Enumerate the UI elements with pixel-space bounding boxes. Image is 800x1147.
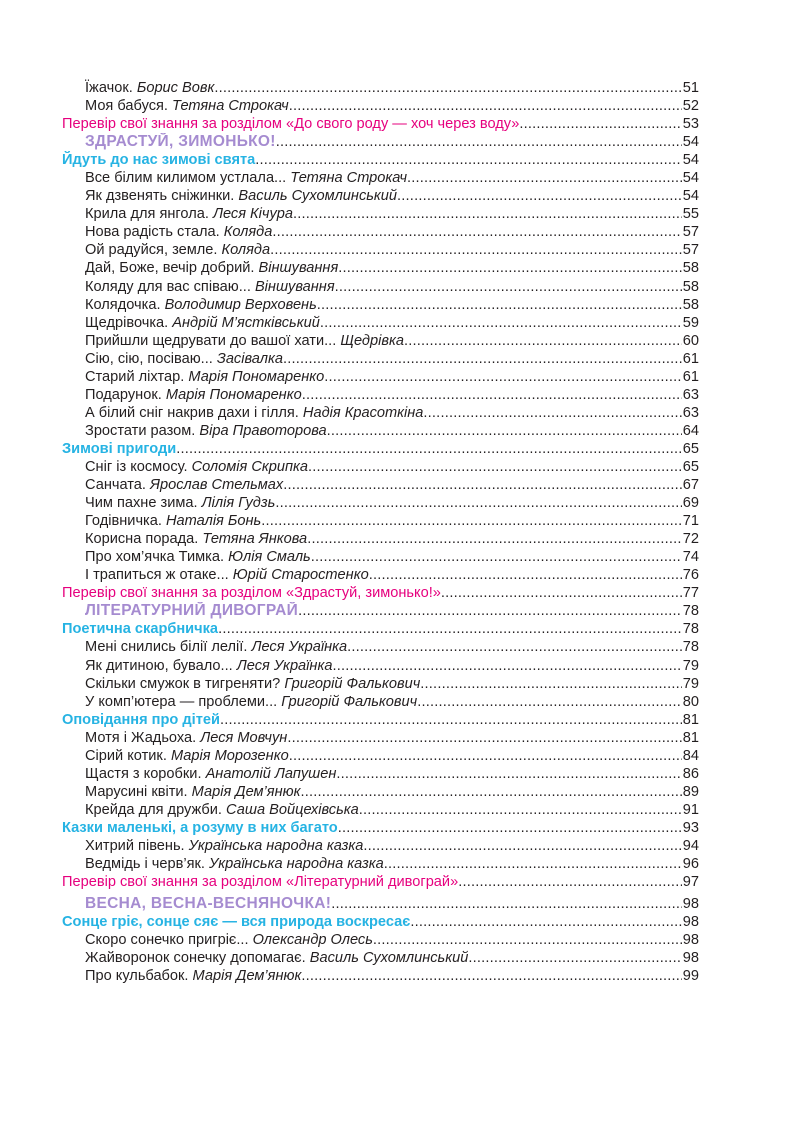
dot-leader (218, 620, 682, 638)
entry-author: Юлія Смаль (228, 549, 311, 566)
toc-entry-text (85, 404, 423, 422)
entry-title: Поетична скарбничка (62, 621, 219, 638)
page-number: 86 (682, 765, 699, 782)
toc-entry-text (85, 747, 289, 765)
toc-entry-text (85, 765, 336, 783)
entry-author: Марія Дем’янюк (191, 783, 301, 800)
toc-entry-item (62, 79, 699, 97)
dot-leader (519, 115, 681, 133)
page-number: 65 (682, 458, 699, 475)
toc-entry-item (62, 476, 699, 494)
dot-leader (308, 458, 682, 476)
page-number: 91 (682, 801, 699, 818)
page-number: 78 (682, 639, 699, 656)
toc-entry-item (62, 855, 699, 873)
entry-author: Леся Мовчун (200, 729, 288, 746)
page-number: 78 (682, 621, 699, 638)
entry-author: Тетяна Строкач (172, 98, 289, 115)
dot-leader (214, 79, 681, 97)
toc-entry-item (62, 241, 699, 259)
entry-author: Щедрівка (340, 332, 404, 349)
dot-leader (293, 205, 682, 223)
table-of-contents (62, 79, 699, 985)
entry-author: Марія Дем’янюк (192, 968, 302, 985)
entry-title: Колядочка. (85, 296, 165, 313)
toc-entry-text (85, 476, 283, 494)
entry-title: Скільки смужок в тигреняти? (85, 675, 285, 692)
entry-author: Борис Вовк (136, 80, 215, 96)
page-number: 98 (682, 914, 699, 931)
page-number: 93 (682, 819, 699, 836)
page-number: 54 (682, 170, 699, 187)
page-number: 98 (682, 932, 699, 949)
page-number: 80 (682, 693, 699, 710)
toc-entry-item (62, 729, 699, 747)
page-number: 74 (682, 549, 699, 566)
page-number: 76 (682, 567, 699, 584)
page-number: 52 (682, 98, 699, 115)
dot-leader (338, 259, 682, 277)
page-number: 64 (682, 422, 699, 439)
page-number: 81 (682, 711, 699, 728)
toc-entry-item (62, 404, 699, 422)
dot-leader (458, 873, 682, 891)
toc-entry-text (85, 801, 359, 819)
toc-entry-item (62, 332, 699, 350)
page-number: 59 (682, 314, 699, 331)
toc-entry-item (62, 530, 699, 548)
toc-entry-item (62, 566, 699, 584)
entry-title: Годівничка. (85, 513, 166, 530)
toc-entry-text (85, 278, 335, 296)
toc-entry-text (85, 79, 214, 97)
dot-leader (307, 530, 682, 548)
dot-leader (331, 895, 682, 913)
dot-leader (300, 783, 681, 801)
dot-leader (275, 494, 681, 512)
toc-entry-item (62, 638, 699, 656)
entry-title: Нова радість стала. (85, 224, 224, 241)
entry-author: Григорій Фалькович (281, 693, 418, 710)
page-number: 67 (682, 477, 699, 494)
dot-leader (220, 711, 682, 729)
entry-title: Подарунок. (85, 386, 166, 403)
toc-entry-item (62, 657, 699, 675)
page-number: 58 (682, 278, 699, 295)
dot-leader (407, 169, 682, 187)
entry-title: Перевір свої знання за розділом «Здрастуй, зимонько!» (62, 585, 441, 602)
toc-entry-item (62, 350, 699, 368)
entry-title: Йдуть до нас зимові свята (62, 152, 256, 169)
toc-entry-text (85, 386, 302, 404)
page-number: 54 (682, 134, 699, 151)
page-number: 71 (682, 513, 699, 530)
dot-leader (468, 949, 681, 967)
toc-entry-text (85, 693, 417, 711)
entry-author: Коляда (221, 242, 271, 259)
entry-author: Марія Пономаренко (188, 368, 325, 385)
entry-author: Тетяна Янкова (202, 531, 308, 548)
dot-leader (289, 747, 682, 765)
page-number: 58 (682, 296, 699, 313)
dot-leader (332, 657, 681, 675)
toc-entry-text (85, 949, 468, 967)
page-number: 55 (682, 206, 699, 223)
toc-entry-text (62, 913, 410, 931)
page-number: 98 (682, 896, 699, 913)
dot-leader (287, 729, 681, 747)
entry-title: Крейда для дружби. (85, 801, 227, 818)
toc-entry-text (85, 332, 404, 350)
entry-author: Володимир Верховень (164, 296, 317, 313)
entry-title: Як дитиною, бувало... (85, 657, 237, 674)
entry-author: Ярослав Стельмах (150, 477, 284, 494)
dot-leader (301, 967, 681, 985)
dot-leader (336, 765, 681, 783)
entry-title: ЗДРАСТУЙ, ЗИМОНЬКО! (85, 133, 276, 151)
entry-author: Марія Морозенко (170, 747, 289, 764)
dot-leader (384, 855, 682, 873)
dot-leader (404, 332, 682, 350)
dot-leader (311, 548, 682, 566)
entry-title: Оповідання про дітей (62, 711, 220, 728)
entry-title: Щастя з коробки. (85, 765, 206, 782)
page-number: 79 (682, 675, 699, 692)
toc-entry-text (85, 205, 293, 223)
entry-title: Їжачок. (85, 80, 137, 96)
dot-leader (410, 913, 681, 931)
entry-title: Сонце гріє, сонце сяє — вся природа воскресає (62, 914, 411, 931)
page-number: 78 (682, 603, 699, 620)
page-number: 54 (682, 152, 699, 169)
page-number: 53 (682, 116, 699, 133)
entry-author: Леся Кічура (212, 206, 293, 223)
toc-entry-item (62, 949, 699, 967)
toc-entry-check (62, 115, 699, 133)
toc-entry-item (62, 783, 699, 801)
toc-entry-text (85, 566, 369, 584)
toc-entry-section (62, 819, 699, 837)
entry-title: Старий ліхтар. (85, 368, 189, 385)
dot-leader (283, 350, 682, 368)
toc-entry-text (62, 151, 255, 169)
entry-author: Соломія Скрипка (191, 458, 309, 475)
dot-leader (420, 675, 681, 693)
toc-entry-item (62, 765, 699, 783)
toc-entry-text (85, 296, 317, 314)
toc-entry-item (62, 458, 699, 476)
page-number: 99 (682, 968, 699, 985)
page-number: 69 (682, 495, 699, 512)
toc-entry-text (85, 512, 261, 530)
toc-entry-text (85, 638, 347, 656)
entry-author: Марія Пономаренко (165, 386, 302, 403)
entry-title: А білий сніг накрив дахи і гілля. (85, 404, 303, 421)
entry-author: Саша Войцехівська (226, 801, 359, 818)
entry-title: Щедрівочка. (85, 314, 173, 331)
toc-entry-item (62, 837, 699, 855)
toc-entry-item (62, 422, 699, 440)
dot-leader (261, 512, 682, 530)
toc-entry-check (62, 584, 699, 602)
page-number: 84 (682, 747, 699, 764)
entry-title: Корисна порада. (85, 531, 203, 548)
page-number: 79 (682, 657, 699, 674)
entry-author: Василь Сухомлинський (238, 188, 398, 205)
entry-title: Ой радуйся, земле. (85, 242, 222, 259)
toc-entry-item (62, 548, 699, 566)
toc-entry-item (62, 259, 699, 277)
page-number: 51 (682, 80, 699, 96)
toc-entry-text (85, 187, 397, 205)
dot-leader (327, 422, 682, 440)
entry-title: Санчата. (85, 477, 151, 494)
toc-entry-text (62, 819, 338, 837)
toc-entry-section (62, 620, 699, 638)
page-number: 61 (682, 350, 699, 367)
dot-leader (298, 602, 682, 620)
toc-entry-text (85, 895, 331, 913)
entry-author: Надія Красоткіна (302, 404, 424, 421)
toc-entry-item (62, 494, 699, 512)
entry-author: Григорій Фалькович (284, 675, 421, 692)
dot-leader (417, 693, 682, 711)
entry-author: Андрій М’ястківський (172, 314, 320, 331)
page-number: 81 (682, 729, 699, 746)
dot-leader (289, 97, 682, 115)
entry-title: Моя бабуся. (85, 98, 173, 115)
toc-entry-item (62, 169, 699, 187)
dot-leader (255, 151, 682, 169)
entry-title: Зростати разом. (85, 422, 200, 439)
toc-entry-item (62, 205, 699, 223)
toc-entry-text (85, 350, 283, 368)
entry-author: Василь Сухомлинський (309, 950, 469, 967)
toc-entry-section (62, 440, 699, 458)
toc-entry-item (62, 386, 699, 404)
toc-entry-text (85, 967, 301, 985)
dot-leader (302, 386, 682, 404)
entry-title: Сірий котик. (85, 747, 171, 764)
entry-author: Засівалка (216, 350, 283, 367)
dot-leader (359, 801, 682, 819)
toc-entry-text (85, 314, 320, 332)
toc-entry-item (62, 931, 699, 949)
entry-author: Тетяна Строкач (290, 170, 408, 187)
entry-title: Хитрий півень. (85, 837, 189, 854)
entry-title: Жайворонок сонечку допомагає. (85, 950, 310, 967)
toc-entry-text (62, 115, 519, 133)
toc-entry-text (85, 657, 332, 675)
page-number: 94 (682, 837, 699, 854)
entry-title: Як дзвенять сніжинки. (85, 188, 239, 205)
dot-leader (335, 278, 682, 296)
toc-entry-text (62, 620, 218, 638)
entry-author: Віра Правоторова (199, 422, 327, 439)
toc-entry-text (85, 97, 289, 115)
entry-title: Перевір свої знання за розділом «До свого роду — хоч через воду» (62, 116, 520, 133)
toc-entry-item (62, 747, 699, 765)
page-number: 63 (682, 386, 699, 403)
toc-entry-section (62, 711, 699, 729)
toc-entry-text (85, 837, 363, 855)
toc-entry-item (62, 675, 699, 693)
toc-entry-text (62, 711, 220, 729)
page-number: 65 (682, 440, 699, 457)
page-number: 96 (682, 856, 699, 873)
dot-leader (369, 566, 682, 584)
entry-title: Скоро сонечко пригріє... (85, 932, 253, 949)
dot-leader (272, 223, 681, 241)
toc-entry-item (62, 368, 699, 386)
page-number: 97 (682, 874, 699, 891)
entry-author: Віншування (254, 278, 335, 295)
toc-entry-item (62, 296, 699, 314)
entry-author: Юрій Старостенко (232, 567, 369, 584)
toc-entry-text (85, 169, 407, 187)
toc-entry-text (62, 440, 176, 458)
toc-entry-text (62, 873, 458, 891)
toc-entry-text (85, 729, 287, 747)
entry-title: Дай, Боже, вечір добрий. (85, 260, 259, 277)
entry-author: Лілія Гудзь (201, 495, 276, 512)
toc-entry-text (85, 548, 311, 566)
toc-entry-text (85, 783, 300, 801)
dot-leader (347, 638, 682, 656)
toc-entry-chapter (62, 895, 699, 913)
dot-leader (338, 819, 682, 837)
entry-title: Крила для янгола. (85, 206, 213, 223)
toc-entry-text (85, 259, 338, 277)
toc-entry-item (62, 314, 699, 332)
dot-leader (317, 296, 682, 314)
entry-title: ЛІТЕРАТУРНИЙ ДИВОГРАЙ (85, 602, 299, 620)
page-number: 57 (682, 242, 699, 259)
entry-title: І трапиться ж отаке... (85, 567, 233, 584)
page-number: 54 (682, 188, 699, 205)
page-number: 57 (682, 224, 699, 241)
page-number: 98 (682, 950, 699, 967)
entry-author: Віншування (258, 260, 339, 277)
entry-title: Сніг із космосу. (85, 458, 192, 475)
entry-author: Українська народна казка (209, 856, 384, 873)
toc-entry-text (85, 494, 275, 512)
toc-entry-section (62, 151, 699, 169)
entry-title: Про хом’ячка Тимка. (85, 549, 229, 566)
entry-author: Леся Українка (251, 639, 348, 656)
dot-leader (373, 931, 682, 949)
page-number: 72 (682, 531, 699, 548)
page-number: 60 (682, 332, 699, 349)
dot-leader (283, 476, 682, 494)
dot-leader (423, 404, 681, 422)
dot-leader (441, 584, 682, 602)
entry-title: Сію, сію, посіваю... (85, 350, 217, 367)
entry-title: Перевір свої знання за розділом «Літературний дивограй» (62, 874, 459, 891)
entry-title: ВЕСНА, ВЕСНА-ВЕСНЯНОЧКА! (85, 895, 332, 913)
toc-entry-section (62, 913, 699, 931)
entry-author: Анатолій Лапушен (205, 765, 337, 782)
entry-title: У комп’ютера — проблеми... (85, 693, 282, 710)
entry-title: Все білим килимом устлала... (85, 170, 291, 187)
dot-leader (397, 187, 682, 205)
dot-leader (176, 440, 682, 458)
dot-leader (320, 314, 682, 332)
page-number: 58 (682, 260, 699, 277)
entry-title: Про кульбабок. (85, 968, 193, 985)
dot-leader (363, 837, 681, 855)
toc-entry-text (85, 931, 373, 949)
toc-entry-text (85, 602, 298, 620)
entry-title: Коляду для вас співаю... (85, 278, 255, 295)
entry-author: Олександр Олесь (252, 932, 373, 949)
entry-author: Українська народна казка (188, 837, 364, 854)
toc-entry-item (62, 223, 699, 241)
dot-leader (276, 133, 682, 151)
toc-entry-text (85, 422, 327, 440)
entry-author: Наталія Бонь (165, 513, 262, 530)
toc-entry-item (62, 512, 699, 530)
toc-entry-text (62, 584, 441, 602)
entry-title: Мені снились білії лелії. (85, 639, 252, 656)
toc-entry-text (85, 368, 324, 386)
toc-entry-item (62, 97, 699, 115)
toc-entry-text (85, 223, 272, 241)
entry-author: Коляда (223, 224, 273, 241)
toc-entry-text (85, 855, 384, 873)
entry-title: Казки маленькі, а розуму в них багато (62, 819, 338, 836)
toc-entry-item (62, 801, 699, 819)
entry-title: Мотя і Жадьоха. (85, 729, 201, 746)
toc-entry-item (62, 693, 699, 711)
toc-entry-text (85, 241, 270, 259)
toc-entry-item (62, 187, 699, 205)
toc-entry-item (62, 278, 699, 296)
toc-entry-chapter (62, 133, 699, 151)
dot-leader (270, 241, 682, 259)
dot-leader (324, 368, 681, 386)
toc-entry-check (62, 873, 699, 891)
toc-entry-text (85, 530, 307, 548)
toc-entry-chapter (62, 602, 699, 620)
entry-title: Марусині квіти. (85, 783, 192, 800)
page-number: 77 (682, 585, 699, 602)
entry-author: Леся Українка (236, 657, 333, 674)
toc-entry-item (62, 967, 699, 985)
toc-entry-text (85, 133, 276, 151)
page-number: 63 (682, 404, 699, 421)
page-number: 89 (682, 783, 699, 800)
entry-title: Чим пахне зима. (85, 495, 202, 512)
entry-title: Прийшли щедрувати до вашої хати... (85, 332, 341, 349)
page-number: 61 (682, 368, 699, 385)
entry-title: Зимові пригоди (62, 440, 177, 457)
toc-entry-text (85, 458, 308, 476)
entry-title: Ведмідь і черв’як. (85, 856, 210, 873)
toc-entry-text (85, 675, 420, 693)
